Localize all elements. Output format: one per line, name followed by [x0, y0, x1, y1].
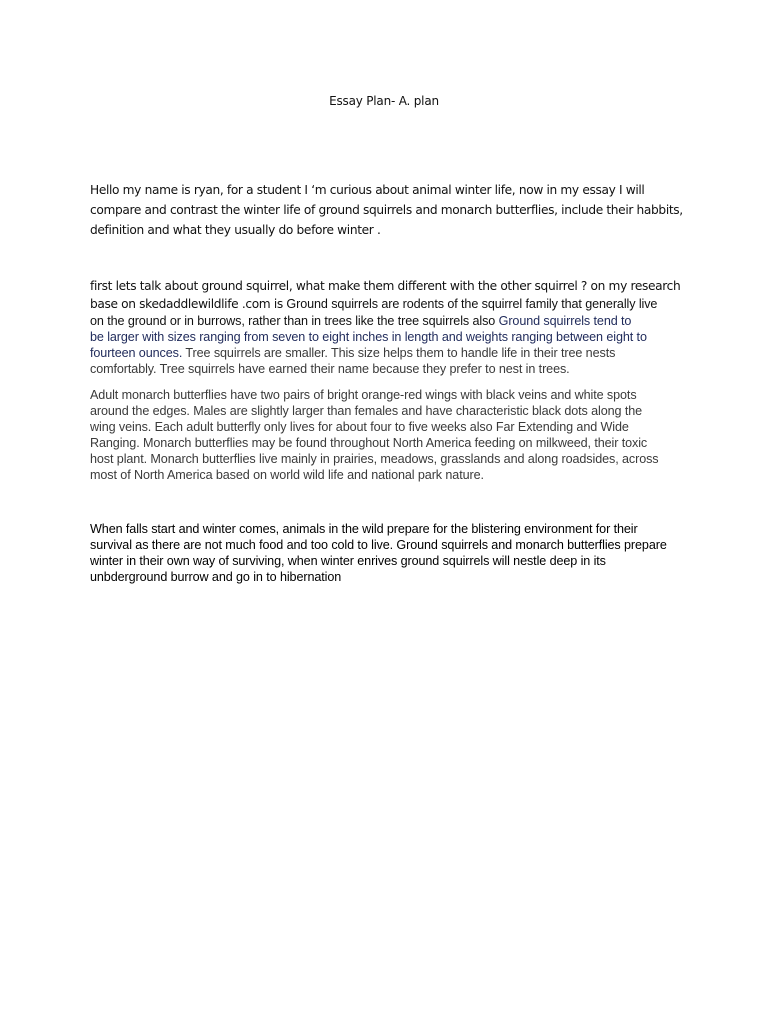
winter-line: When falls start and winter comes, animals in the wild prepare for the blistering environment for their: [90, 522, 638, 536]
butterfly-line: Adult monarch butterflies have two pairs of bright orange-red wings with black veins and white spots: [90, 388, 637, 402]
squirrel-quote-text: Ground squirrels are rodents of the squirrel family that generally live: [286, 297, 658, 311]
squirrel-quote-highlight: Ground squirrels tend to: [498, 314, 632, 328]
squirrel-quote-text: Tree squirrels are smaller. This size helps them to handle life in their tree nests: [182, 346, 616, 360]
ground-squirrel-paragraph: [90, 277, 690, 377]
intro-line: compare and contrast the winter life of ground squirrels and monarch butterflies, include their habbits,: [90, 203, 683, 217]
squirrel-source-text: base on skedaddlewildlife .com is: [90, 297, 287, 311]
butterfly-line: around the edges. Males are slightly larger than females and have characteristic black dots along the: [90, 404, 643, 418]
squirrel-line: comfortably. Tree squirrels have earned their name because they prefer to nest in trees.: [90, 362, 570, 376]
butterfly-line: most of North America based on world wild life and national park nature.: [90, 468, 484, 482]
butterfly-line: host plant. Monarch butterflies live mainly in prairies, meadows, grasslands and along roadsides, across: [90, 452, 659, 466]
winter-paragraph: [90, 521, 690, 585]
squirrel-quote-text: on the ground or in burrows, rather than in trees like the tree squirrels also: [90, 314, 499, 328]
winter-line: unbderground burrow and go in to hibernation: [90, 570, 342, 584]
squirrel-line: first lets talk about ground squirrel, what make them different with the other squirrel ? on my research: [90, 279, 681, 293]
butterfly-line: Ranging. Monarch butterflies may be found throughout North America feeding on milkweed, their toxic: [90, 436, 648, 450]
winter-line: survival as there are not much food and too cold to live. Ground squirrels and monarch butterflies prepare: [90, 538, 667, 552]
squirrel-quote-highlight: fourteen ounces.: [90, 346, 183, 360]
intro-line: definition and what they usually do before winter .: [90, 223, 381, 237]
intro-paragraph: [90, 180, 690, 240]
essay-title: Essay Plan- A. plan: [329, 94, 439, 108]
butterfly-line: wing veins. Each adult butterfly only lives for about four to five weeks also Far Extending and Wide: [90, 420, 629, 434]
squirrel-quote-highlight: be larger with sizes ranging from seven to eight inches in length and weights ranging between eight to: [90, 330, 647, 344]
winter-line: winter in their own way of surviving, when winter enrives ground squirrels will nestle deep in its: [90, 554, 606, 568]
intro-line: Hello my name is ryan, for a student I ‘m curious about animal winter life, now in my essay I will: [90, 183, 645, 197]
monarch-butterfly-paragraph: [90, 387, 690, 483]
